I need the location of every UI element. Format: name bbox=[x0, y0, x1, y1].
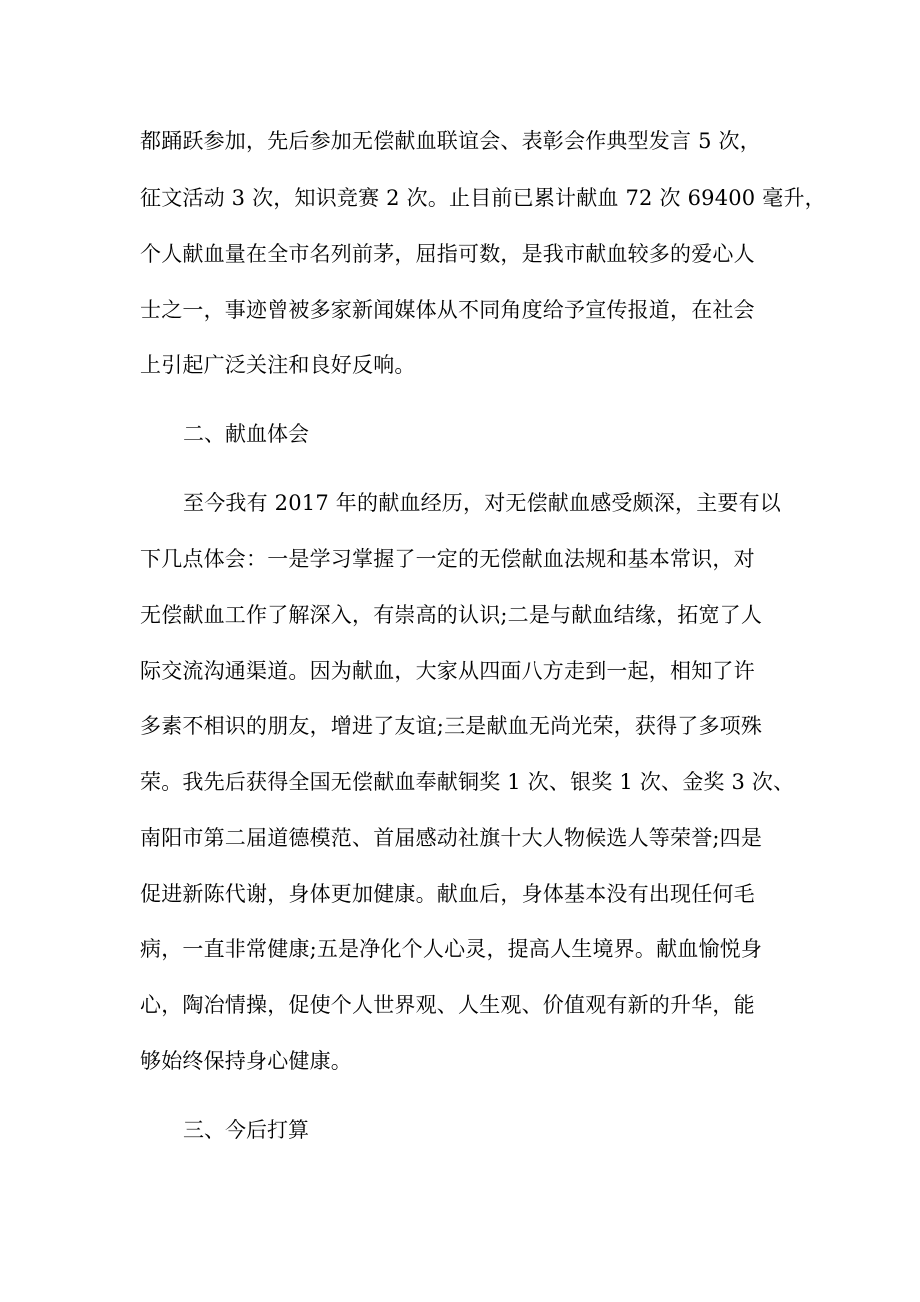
text-line: 下几点体会：一是学习掌握了一定的无偿献血法规和基本常识，对 bbox=[140, 547, 755, 571]
text-line: 病，一直非常健康;五是净化个人心灵，提高人生境界。献血愉悦身 bbox=[140, 937, 763, 961]
section-heading: 三、今后打算 bbox=[183, 1118, 309, 1142]
text-line: 上引起广泛关注和良好反响。 bbox=[140, 353, 416, 377]
text-line: 多素不相识的朋友，增进了友谊;三是献血无尚光荣，获得了多项殊 bbox=[140, 714, 763, 738]
text-line: 都踊跃参加，先后参加无偿献血联谊会、表彰会作典型发言 5 次， bbox=[140, 129, 761, 153]
text-line: 个人献血量在全市名列前茅，屈指可数，是我市献血较多的爱心人 bbox=[140, 242, 755, 266]
text-line: 征文活动 3 次，知识竞赛 2 次。止目前已累计献血 72 次 69400 毫升， bbox=[140, 186, 826, 210]
section-heading: 二、献血体会 bbox=[183, 422, 309, 446]
text-line: 南阳市第二届道德模范、首届感动社旗十大人物候选人等荣誉;四是 bbox=[140, 826, 763, 850]
text-line: 心，陶冶情操，促使个人世界观、人生观、价值观有新的升华，能 bbox=[140, 993, 755, 1017]
text-line: 荣。我先后获得全国无偿献血奉献铜奖 1 次、银奖 1 次、金奖 3 次、 bbox=[140, 770, 795, 794]
text-line: 无偿献血工作了解深入，有崇高的认识;二是与献血结缘，拓宽了人 bbox=[140, 603, 763, 627]
text-line: 至今我有 2017 年的献血经历，对无偿献血感受颇深，主要有以 bbox=[183, 491, 781, 515]
text-line: 际交流沟通渠道。因为献血，大家从四面八方走到一起，相知了许 bbox=[140, 659, 755, 683]
text-line: 够始终保持身心健康。 bbox=[140, 1049, 352, 1073]
text-line: 促进新陈代谢，身体更加健康。献血后，身体基本没有出现任何毛 bbox=[140, 882, 755, 906]
text-line: 士之一，事迹曾被多家新闻媒体从不同角度给予宣传报道，在社会 bbox=[140, 298, 755, 322]
